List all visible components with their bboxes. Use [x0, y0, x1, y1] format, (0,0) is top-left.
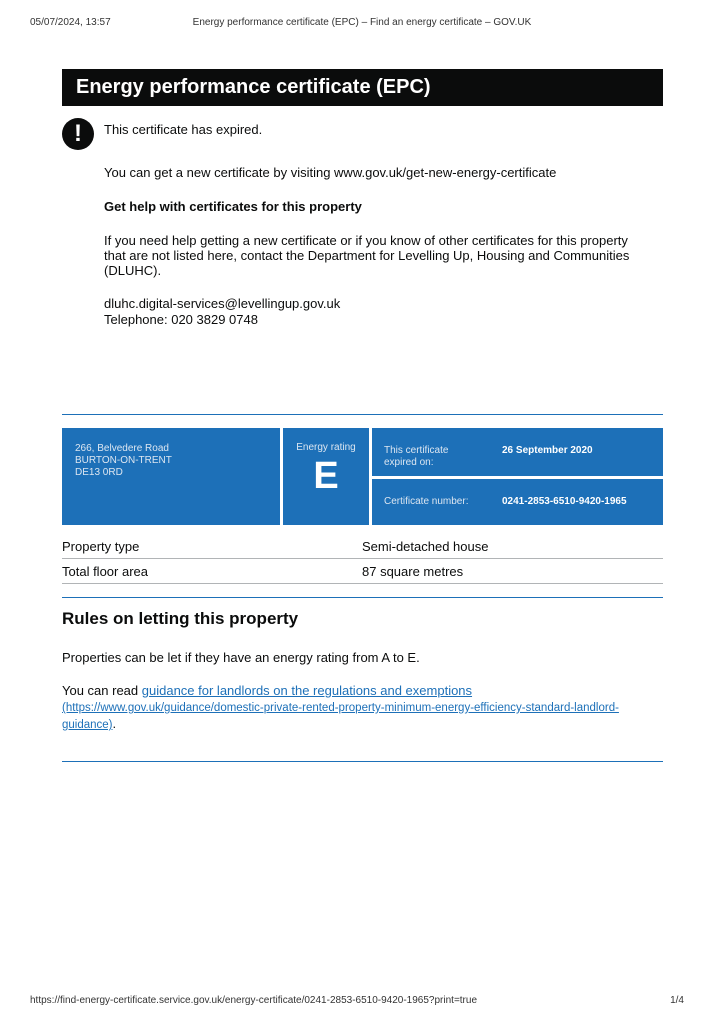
property-address	[62, 428, 280, 525]
help-email: dluhc.digital-services@levellingup.gov.uk	[104, 296, 341, 311]
expiry-label: This certificate expired on:	[384, 445, 449, 468]
guidance-prefix: You can read	[62, 683, 142, 698]
certificate-summary	[62, 428, 663, 525]
certificate-number-label: Certificate number:	[384, 496, 469, 507]
print-url: https://find-energy-certificate.service.gov.uk/energy-certificate/0241-2853-6510-9420-1965?print=true	[30, 995, 478, 1006]
help-telephone: Telephone: 020 3829 0748	[104, 312, 258, 327]
new-certificate-notice: You can get a new certificate by visiting www.gov.uk/get-new-energy-certificate	[104, 165, 557, 180]
energy-rating-value: E	[313, 455, 339, 497]
table-row	[62, 534, 663, 559]
print-header	[30, 17, 694, 31]
section-divider	[62, 414, 663, 415]
warning-icon: !	[62, 118, 94, 150]
guidance-url[interactable]: (https://www.gov.uk/guidance/domestic-private-rented-property-minimum-energy-efficiency-standard-landlord-guidance)	[62, 702, 619, 731]
expired-notice: This certificate has expired.	[104, 122, 263, 137]
address-line: BURTON-ON-TRENT	[75, 455, 172, 466]
page-number: 1/4	[670, 995, 684, 1006]
letting-rules-heading: Rules on letting this property	[62, 609, 299, 628]
guidance-suffix: .	[112, 716, 117, 731]
section-divider	[62, 597, 663, 598]
print-document-title: Energy performance certificate (EPC) – Find an energy certificate – GOV.UK	[192, 17, 532, 28]
letting-rating-text: Properties can be let if they have an energy rating from A to E.	[62, 650, 420, 665]
property-details-table	[62, 534, 663, 584]
guidance-link[interactable]: guidance for landlords on the regulations and exemptions	[141, 683, 473, 698]
property-type-label: Property type	[62, 539, 140, 554]
print-footer	[30, 995, 694, 1009]
certificate-number-panel	[372, 479, 663, 525]
floor-area-label: Total floor area	[62, 564, 148, 579]
section-divider	[62, 761, 663, 762]
energy-rating-label: Energy rating	[296, 442, 356, 453]
help-heading: Get help with certificates for this property	[104, 199, 362, 214]
expiry-panel	[372, 428, 663, 476]
address-line: DE13 0RD	[75, 467, 123, 478]
help-text: If you need help getting a new certificate or if you know of other certificates for this property that are not listed here, contact the Department for Levelling Up, Housing and Communities (DLUHC).	[104, 233, 630, 278]
page-title: Energy performance certificate (EPC)	[62, 69, 663, 106]
floor-area-value: 87 square metres	[362, 564, 464, 579]
expiry-date: 26 September 2020	[502, 445, 593, 456]
energy-rating-panel	[283, 428, 369, 525]
property-type-value: Semi-detached house	[362, 539, 489, 554]
table-row	[62, 559, 663, 584]
address-line: 266, Belvedere Road	[75, 443, 169, 454]
guidance-paragraph	[62, 683, 652, 733]
print-datetime: 05/07/2024, 13:57	[30, 17, 111, 28]
certificate-number: 0241-2853-6510-9420-1965	[502, 496, 627, 507]
